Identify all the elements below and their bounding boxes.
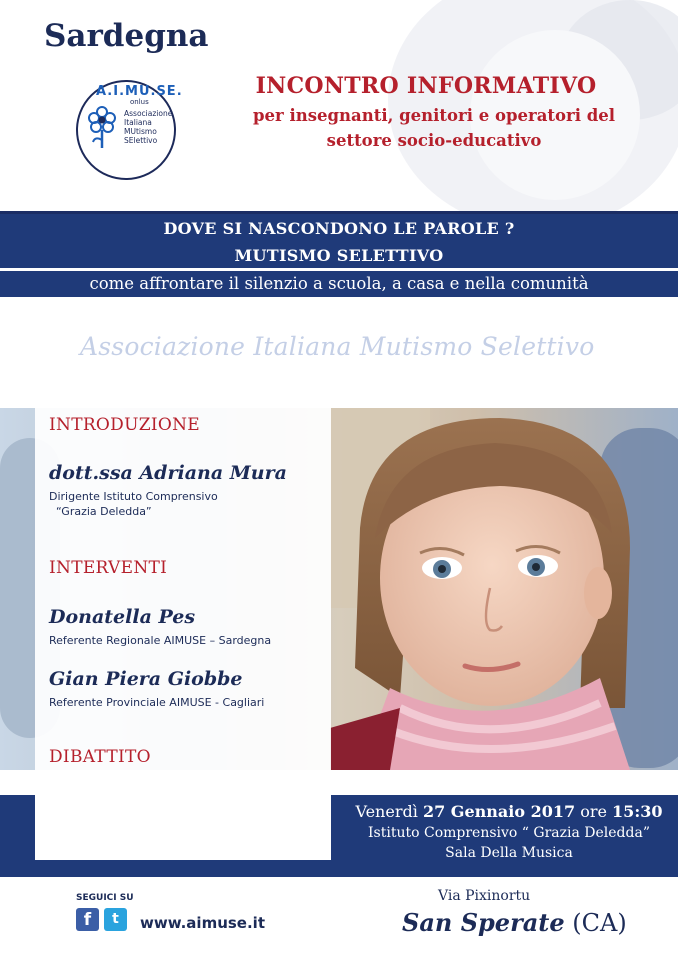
banner-question: DOVE SI NASCONDONO LE PAROLE ? (0, 211, 678, 243)
follow-label: SEGUICI SU (76, 893, 134, 903)
speaker1-role: Referente Regionale AIMUSE – Sardegna (49, 634, 272, 647)
speaker1-name: Donatella Pes (49, 606, 196, 628)
region-title: Sardegna (44, 18, 209, 54)
facebook-icon[interactable]: f (76, 908, 99, 931)
speaker2-role: Referente Provinciale AIMUSE - Cagliari (49, 696, 265, 709)
flower-icon (88, 106, 116, 150)
website-link[interactable]: www.aimuse.it (140, 914, 265, 932)
intro-speaker-role-line1: Dirigente Istituto Comprensivo (49, 490, 218, 503)
event-datetime: Venerdì 27 Gennaio 2017 ore 15:30 (355, 802, 663, 821)
association-logo (76, 80, 183, 180)
event-title: INCONTRO INFORMATIVO (255, 73, 597, 99)
banner-topic: MUTISMO SELETTIVO (0, 243, 678, 268)
logo-onlus: onlus (130, 98, 149, 106)
program-panel-overlap (35, 795, 331, 860)
logo-acronym: A.I.MU.SE. (96, 84, 183, 99)
event-city: San Sperate (CA) (402, 908, 627, 937)
event-subtitle-line2: settore socio-educativo (326, 131, 542, 150)
event-venue: Istituto Comprensivo “ Grazia Deledda” (368, 825, 650, 841)
banner-description: come affrontare il silenzio a scuola, a casa e nella comunità (0, 271, 678, 297)
intro-heading: INTRODUZIONE (49, 415, 200, 435)
debate-heading: DIBATTITO (49, 747, 151, 767)
event-street: Via Pixinortu (438, 888, 531, 904)
girl-illustration (330, 408, 678, 770)
speaker2-name: Gian Piera Giobbe (49, 668, 243, 690)
event-details (340, 800, 678, 863)
interventi-heading: INTERVENTI (49, 558, 168, 578)
event-room: Sala Della Musica (445, 845, 573, 861)
association-watermark-text: Associazione Italiana Mutismo Selettivo (80, 332, 595, 361)
event-subtitle-line1: per insegnanti, genitori e operatori del (252, 106, 616, 125)
twitter-icon[interactable]: t (104, 908, 127, 931)
intro-speaker-role-line2: “Grazia Deledda” (56, 505, 152, 518)
logo-text: Associazione Italiana MUtismo SElettivo (124, 109, 173, 145)
intro-speaker-name: dott.ssa Adriana Mura (49, 462, 287, 484)
